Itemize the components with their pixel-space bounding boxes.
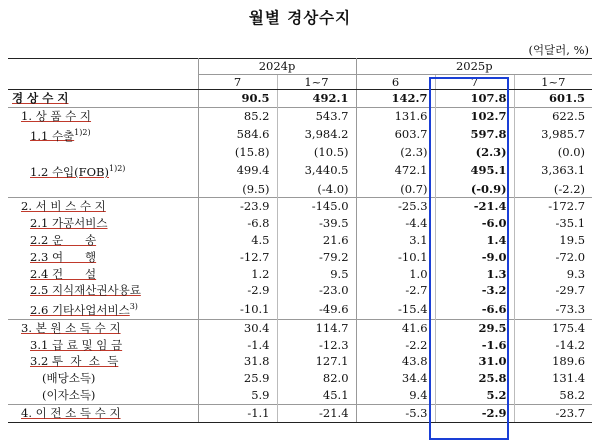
value-cell: -172.7 [514, 198, 592, 215]
value-cell: 3,985.7 [541, 127, 586, 141]
row-label [8, 125, 198, 145]
row-label-text: 1.1 수출 [30, 128, 75, 143]
highlight-value-cell: (-0.9) [435, 181, 514, 198]
value-cell: -73.3 [555, 301, 586, 316]
highlight-value-cell: -21.4 [435, 198, 514, 215]
value-cell: 114.7 [277, 319, 356, 336]
value-cell: 9.5 [277, 266, 356, 283]
value-cell: -23.9 [198, 198, 277, 215]
row-label [8, 387, 198, 404]
value-cell: -2.9 [198, 282, 277, 299]
value-cell: 3.1 [356, 232, 435, 249]
header-blank [8, 59, 198, 75]
value-cell: (-2.2) [553, 181, 586, 196]
value-cell: 175.4 [514, 319, 592, 336]
value-cell: 131.6 [356, 107, 435, 124]
table-row [8, 198, 592, 215]
value-cell: 43.8 [356, 353, 435, 370]
header-blank [8, 74, 198, 90]
row-label-text: 2. 서 비 스 수 지 [21, 199, 106, 214]
value-cell: 19.5 [559, 233, 586, 248]
row-label-text: 3.2 투 자 소 득 [30, 354, 119, 369]
value-cell: 499.4 [198, 161, 277, 181]
row-label-text: 경 상 수 지 [12, 91, 69, 105]
value-cell: (0.7) [356, 181, 435, 198]
value-cell: 45.1 [277, 387, 356, 404]
row-label-text: 2.4 건 설 [30, 266, 97, 281]
value-cell: -25.3 [356, 198, 435, 215]
value-cell: 4.5 [198, 232, 277, 249]
value-cell: 9.3 [566, 266, 586, 281]
value-cell: (9.5) [198, 181, 277, 198]
value-cell: -5.3 [356, 404, 435, 422]
row-label [8, 370, 198, 387]
footnote-marker: 1)2) [109, 164, 126, 174]
value-cell: 3,440.5 [277, 161, 356, 181]
row-label [8, 319, 198, 336]
year-header-row [8, 59, 592, 75]
month-header: 6 [356, 74, 435, 90]
value-cell: 85.2 [198, 107, 277, 124]
value-cell: -2.2 [356, 337, 435, 354]
table-row [8, 107, 592, 124]
row-label-text: 1. 상 품 수 지 [21, 108, 92, 123]
table-row [8, 353, 592, 370]
month-header: 1~7 [277, 74, 356, 90]
highlight-value-cell: 29.5 [435, 319, 514, 336]
table-row [8, 215, 592, 232]
value-cell: -1.4 [198, 337, 277, 354]
table-row [8, 282, 592, 299]
value-cell: -21.4 [277, 404, 356, 422]
row-label-text: 2.3 여 행 [30, 249, 97, 264]
value-cell: -35.1 [555, 216, 586, 231]
value-cell: 3,363.1 [541, 163, 586, 178]
row-label [8, 282, 198, 299]
row-label [8, 107, 198, 124]
value-cell: 25.9 [198, 370, 277, 387]
value-cell: (10.5) [277, 144, 356, 161]
value-cell: -49.6 [277, 299, 356, 319]
value-cell: 90.5 [198, 90, 277, 108]
row-label [8, 404, 198, 422]
value-cell: 9.4 [356, 387, 435, 404]
value-cell: -79.2 [277, 249, 356, 266]
row-label [8, 215, 198, 232]
value-cell: 601.5 [514, 90, 592, 108]
value-cell: 622.5 [514, 107, 592, 124]
value-cell: 127.1 [277, 353, 356, 370]
month-header: 7 [435, 74, 514, 90]
row-label [8, 198, 198, 215]
value-cell: (15.8) [198, 144, 277, 161]
highlight-value-cell: 495.1 [435, 161, 514, 181]
value-cell: -12.7 [198, 249, 277, 266]
highlight-value-cell: 1.3 [435, 266, 514, 283]
value-cell: -23.0 [277, 282, 356, 299]
value-cell: -29.7 [555, 283, 586, 298]
value-cell: -6.8 [198, 215, 277, 232]
value-cell: 472.1 [356, 161, 435, 181]
value-cell: 41.6 [356, 319, 435, 336]
value-cell: -10.1 [356, 249, 435, 266]
table-row [8, 337, 592, 354]
row-label-text: (배당소득) [42, 371, 96, 386]
value-cell: 142.7 [356, 90, 435, 108]
value-cell: -145.0 [277, 198, 356, 215]
row-label [8, 299, 198, 319]
highlight-value-cell: 5.2 [435, 387, 514, 404]
row-label-text: 2.5 지식재산권사용료 [30, 283, 141, 298]
month-header-row [8, 74, 592, 90]
value-cell: -10.1 [198, 299, 277, 319]
table-row [8, 319, 592, 336]
row-label-text: (이자소득) [42, 388, 96, 403]
highlight-value-cell: (2.3) [435, 144, 514, 161]
row-label [8, 161, 198, 181]
highlight-value-cell: -2.9 [435, 404, 514, 422]
row-label [8, 144, 198, 161]
table-row [8, 404, 592, 422]
row-label [8, 266, 198, 283]
value-cell: -23.7 [514, 404, 592, 422]
value-cell: 58.2 [559, 388, 586, 403]
table-row [8, 232, 592, 249]
page-title: 월별 경상수지 [248, 8, 352, 27]
value-cell: -15.4 [356, 299, 435, 319]
value-cell: -4.4 [356, 215, 435, 232]
highlight-value-cell: 1.4 [435, 232, 514, 249]
value-cell: -39.5 [277, 215, 356, 232]
table-row [8, 161, 592, 181]
value-cell: 131.4 [552, 371, 586, 386]
row-label-text: 3. 본 원 소 득 수 지 [21, 320, 121, 335]
row-label-text: 4. 이 전 소 득 수 지 [21, 405, 121, 420]
value-cell: 543.7 [277, 107, 356, 124]
highlight-value-cell: -6.0 [435, 215, 514, 232]
value-cell: 82.0 [277, 370, 356, 387]
table-row [8, 181, 592, 198]
table-row [8, 125, 592, 145]
value-cell: -12.3 [277, 337, 356, 354]
highlight-value-cell: 25.8 [435, 370, 514, 387]
value-cell: 584.6 [198, 125, 277, 145]
value-cell: 3,984.2 [277, 125, 356, 145]
month-header: 1~7 [514, 74, 592, 90]
row-label-text: 3.1 급 료 및 임 금 [30, 337, 123, 352]
footnote-marker: 3) [129, 302, 138, 312]
row-label-text: 2.1 가공서비스 [30, 216, 108, 231]
row-label [8, 249, 198, 266]
value-cell: 603.7 [356, 125, 435, 145]
highlight-value-cell: 31.0 [435, 353, 514, 370]
value-cell: 492.1 [277, 90, 356, 108]
year-2024-header: 2024p [198, 59, 356, 75]
highlight-value-cell: 107.8 [435, 90, 514, 108]
value-cell: -14.2 [555, 337, 586, 352]
highlight-value-cell: 597.8 [435, 125, 514, 145]
current-account-table [8, 58, 592, 423]
highlight-value-cell: 102.7 [435, 107, 514, 124]
row-label-text: 2.2 운 송 [30, 233, 97, 248]
row-label-text: 2.6 기타사업서비스 [30, 303, 130, 318]
row-label [8, 90, 198, 108]
row-label-text: 1.2 수입(FOB) [30, 164, 109, 179]
row-label [8, 353, 198, 370]
table-row [8, 299, 592, 319]
value-cell: (2.3) [356, 144, 435, 161]
table-row [8, 266, 592, 283]
month-header: 7 [198, 74, 277, 90]
value-cell: 34.4 [356, 370, 435, 387]
table-row [8, 387, 592, 404]
value-cell: 31.8 [198, 353, 277, 370]
value-cell: 1.2 [198, 266, 277, 283]
value-cell: 21.6 [277, 232, 356, 249]
row-label [8, 181, 198, 198]
value-cell: 5.9 [198, 387, 277, 404]
highlight-value-cell: -6.6 [435, 299, 514, 319]
highlight-value-cell: -3.2 [435, 282, 514, 299]
value-cell: 1.0 [356, 266, 435, 283]
table-row [8, 249, 592, 266]
value-cell: -1.1 [198, 404, 277, 422]
highlight-value-cell: -9.0 [435, 249, 514, 266]
value-cell: 189.6 [552, 354, 586, 369]
row-label [8, 232, 198, 249]
value-cell: (-4.0) [277, 181, 356, 198]
row-label [8, 337, 198, 354]
value-cell: -2.7 [356, 282, 435, 299]
table-row [8, 144, 592, 161]
highlight-value-cell: -1.6 [435, 337, 514, 354]
footnote-marker: 1)2) [74, 127, 91, 137]
table-row [8, 90, 592, 108]
unit-label: (억달러, %) [528, 43, 589, 57]
table-row [8, 370, 592, 387]
year-2025-header: 2025p [356, 59, 592, 75]
value-cell: 30.4 [198, 319, 277, 336]
value-cell: (0.0) [557, 145, 586, 160]
value-cell: -72.0 [555, 249, 586, 264]
